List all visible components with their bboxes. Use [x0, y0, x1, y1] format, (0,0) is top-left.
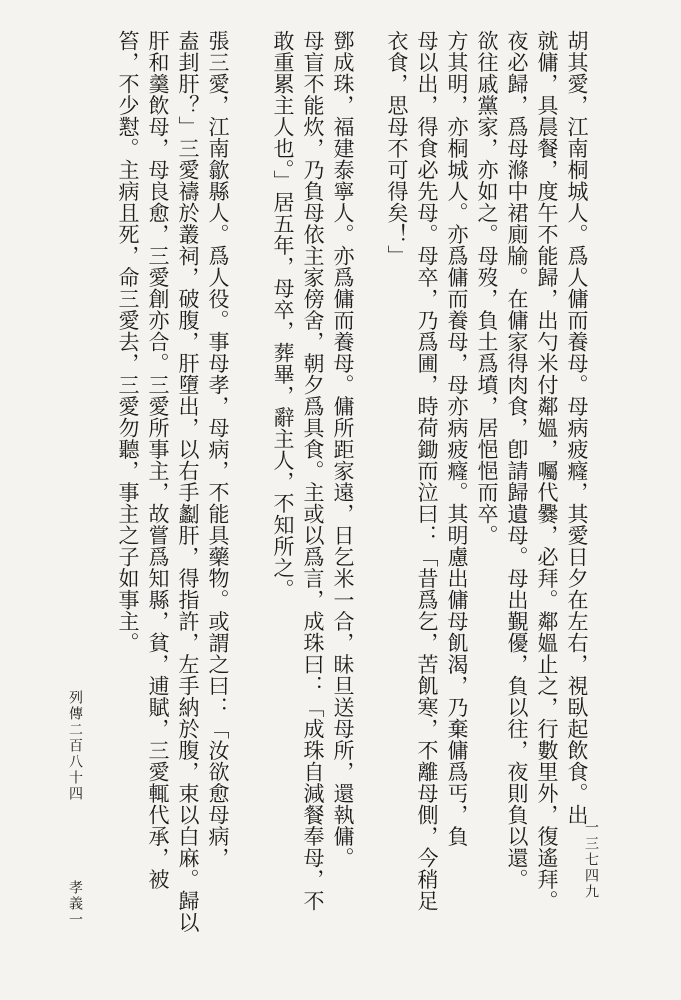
text-column-12: 盍刲肝？」三愛禱於叢祠，破腹，肝墮出，以右手劙肝，得指許，左手納於腹，束以白麻。歸以: [176, 30, 200, 933]
text-column-3: 夜必歸，爲母滌中裙廁牏。在傭家得肉食，卽請歸遺母。母出覲優，負以往，夜則負以還。: [505, 30, 529, 890]
text-column-1: 胡其愛，江南桐城人。爲人傭而養母。母病疲癃，其愛日夕在左右，視臥起飲食。出: [565, 30, 589, 826]
text-column-13: 肝和羹飲母，母良愈，三愛創亦合。三愛所事主，故嘗爲知縣，貧，逋賦，三愛輒代承，被: [146, 30, 170, 890]
text-column-5: 方其明，亦桐城人。亦爲傭而養母，母亦病疲癃。其明慮出傭母飢渴，乃棄傭爲丐，負: [445, 30, 469, 847]
text-column-4: 欲往戚黨家，亦如之。母歿，負土爲墳，居悒悒而卒。: [475, 30, 499, 546]
text-column-6: 母以出，得食必先母。母卒，乃爲圃，時荷鋤而泣曰：「昔爲乞，苦飢寒，不離母側，今稍足: [415, 30, 439, 912]
book-title: 列傳二百八十四: [67, 690, 83, 802]
text-column-14: 笞，不少懟。主病且死，命三愛去，三愛勿聽，事主之子如事主。: [116, 30, 140, 654]
page-number: 一三七四九: [583, 820, 599, 900]
text-column-9: 母盲不能炊，乃負母依主家傍舍，朝夕爲具食。主或以爲言，成珠曰：「成珠自減餐奉母，不: [301, 30, 325, 912]
section-title: 孝義一: [67, 880, 83, 928]
text-column-10: 敢重累主人也。」居五年，母卒，葬畢，辭主人，不知所之。: [271, 30, 295, 600]
text-column-11: 張三愛，江南歙縣人。爲人役。事母孝，母病，不能具藥物。或謂之曰：「汝欲愈母病，: [206, 30, 230, 869]
text-column-2: 就傭，具晨餐，度午不能歸，出勺米付鄰媼，囑代爨，必拜。鄰媼止之，行數里外，復遙拜。: [535, 30, 559, 912]
text-column-7: 衣食，思母不可得矣！」: [385, 30, 409, 267]
text-column-8: 鄧成珠，福建泰寧人。亦爲傭而養母。傭所距家遠，日乞米一合，昧旦送母所，還執傭。: [331, 30, 355, 869]
